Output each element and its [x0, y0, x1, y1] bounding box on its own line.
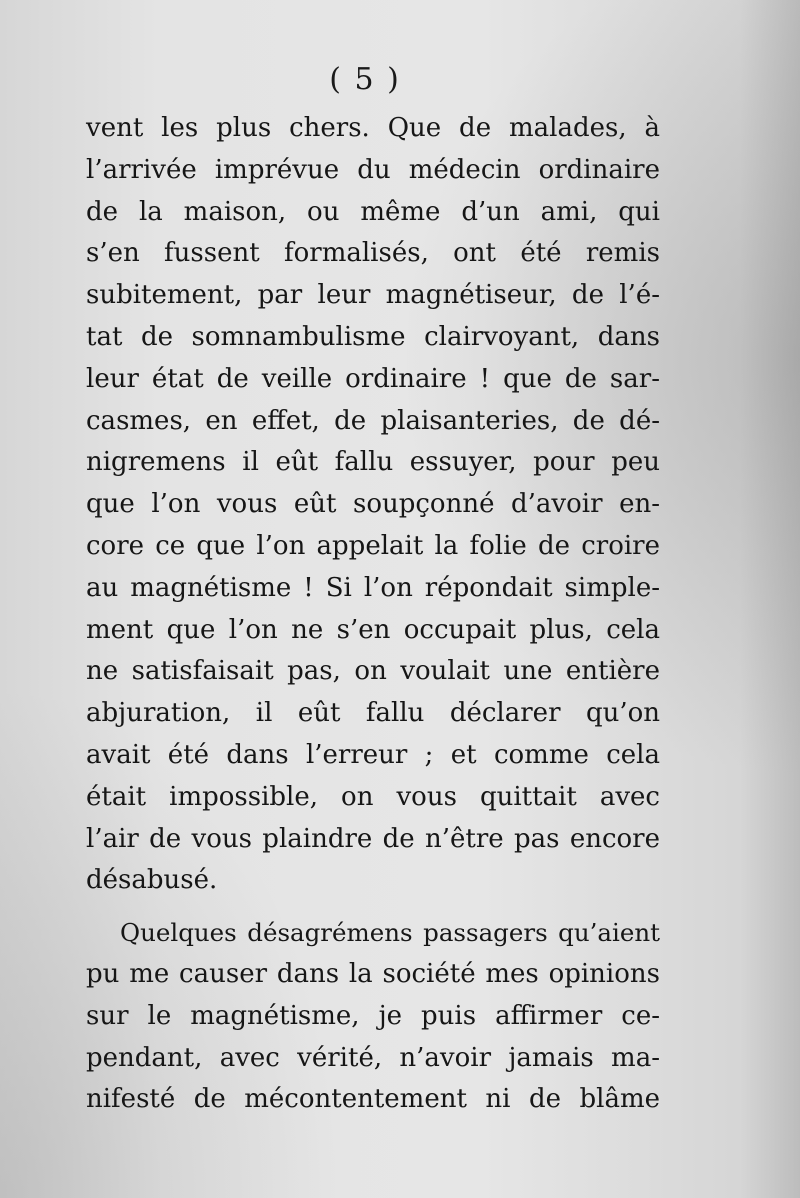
text-line: casmes, en effet, de plaisanteries, de dé- — [86, 405, 660, 436]
paragraph-1 — [86, 108, 660, 902]
text-line: Quelques désagrémens passagers qu’aient — [120, 918, 660, 948]
text-line: que l’on vous eût soupçonné d’avoir en- — [86, 489, 660, 520]
text-line: ment que l’on ne s’en occupait plus, cela — [86, 614, 660, 645]
page-number: ( 5 ) — [329, 62, 401, 97]
paragraph-2 — [86, 912, 660, 1121]
text-line: l’arrivée imprévue du médecin ordinaire — [86, 154, 660, 185]
text-line: de la maison, ou même d’un ami, qui — [86, 196, 660, 227]
body-text — [86, 108, 660, 1121]
page-edge-shadow — [740, 0, 800, 1198]
text-line: l’air de vous plaindre de n’être pas encore — [86, 823, 660, 854]
text-line: vent les plus chers. Que de malades, à — [86, 113, 660, 143]
text-line: sur le magnétisme, je puis affirmer ce- — [86, 1000, 660, 1031]
text-line: pu me causer dans la société mes opinions — [86, 958, 660, 989]
text-line: désabusé. — [86, 865, 218, 896]
paragraph-gap — [86, 902, 660, 912]
text-line: tat de somnambulisme clairvoyant, dans — [86, 321, 660, 352]
text-line: abjuration, il eût fallu déclarer qu’on — [86, 698, 660, 729]
text-line: s’en fussent formalisés, ont été remis — [86, 238, 660, 269]
text-line: au magnétisme ! Si l’on répondait simple- — [86, 572, 660, 603]
text-line: était impossible, on vous quittait avec — [86, 781, 660, 812]
text-line: pendant, avec vérité, n’avoir jamais ma- — [86, 1042, 660, 1073]
text-line: core ce que l’on appelait la folie de croire — [86, 530, 660, 561]
text-line: avait été dans l’erreur ; et comme cela — [86, 739, 660, 770]
text-line: nigremens il eût fallu essuyer, pour peu — [86, 447, 660, 478]
text-line: nifesté de mécontentement ni de blâme — [86, 1084, 660, 1115]
text-line: ne satisfaisait pas, on voulait une entière — [86, 656, 660, 687]
text-line: subitement, par leur magnétiseur, de l’é- — [86, 280, 660, 311]
text-line: leur état de veille ordinaire ! que de sar- — [86, 363, 660, 394]
